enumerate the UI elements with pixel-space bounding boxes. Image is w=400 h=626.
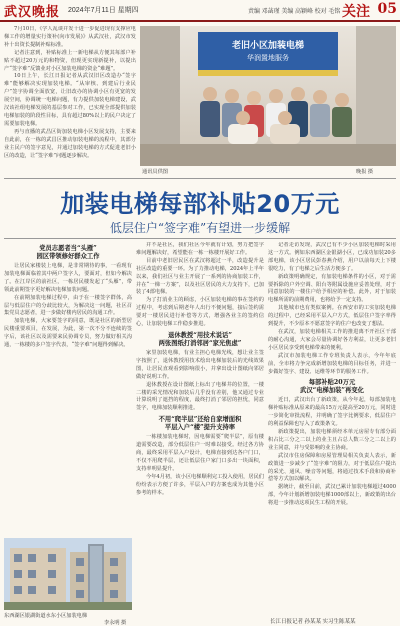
- bottom-photo: [4, 538, 132, 610]
- paragraph: 并不是社区，我们社区今年就有计划，努力把签字难问题解决好，希望能在一栋一栋楼开展好工作。: [136, 242, 264, 256]
- paragraph: 让居民家楼装上电梯，是非常期待的事，一看现有加装电梯面临着其中两户签字人，要面对，但如今解决了。在江岸区的前社区，一栋居民楼发起了“头雁”，带领此前期签字更好解决电梯加装问题。: [4, 263, 132, 293]
- section-heading: 每部补贴20万元 武汉“电梯加装”再变化: [300, 379, 364, 395]
- column-1: [4, 242, 132, 534]
- photo-banner-line1: 老旧小区加装电梯: [231, 41, 304, 51]
- paragraph: 再与直播的武昌区街加装电梯小区发展支持，主要来自此前，在一栋的武昌区推动加装电梯的流程中，其部分业主民户的签字意见，并通过加装电梯的方式促进老旧小区的改造，让“签字难”问题逐步解决。: [4, 128, 136, 159]
- paragraph: 7月10日，《学人乱谈并发十进一步促进现有支撑应电梯工作的增量实行策补(向市发展)》从武汉社，武汉市发补十出资长提制补贴标准。: [4, 26, 136, 48]
- main-headline: 加装电梯每部补贴20万元: [60, 190, 340, 218]
- paragraph: 新政策提出，加装电梯须经本单元房屋专有部分面积占比三分之二以上的业主且占总人数三分之二以上的业主同意，并与受影响的业主协商。: [268, 429, 396, 451]
- issue-date: 2024年7月11日 星期四: [68, 7, 139, 14]
- bottom-photo-credit: 李永明 摄: [104, 620, 127, 626]
- paragraph: 家里加装电梯，有业主担心电梯光线，想让业主签字按照了，退休教授用技术绘出电梯加装后的光线效果图，让居民直观看到影响很小，并拿出设计图纸向邻居做好说明工作。: [136, 349, 264, 380]
- top-left-article: [4, 26, 136, 172]
- paragraph: 目前中老旧居民区在武汉将超过一半，改造提升是社区改造的重要一环。为了力推动电梯，2024年上半年以来，我们社区与业主开展了一系列的协商加装工作，并在“一梯一方案”，以及社区居民的大力支持下，已加装了4部电梯。: [136, 257, 264, 296]
- paragraph: 记者注意到，补贴标准上一新电梯从方便其每部户补贴不超过20万元的和物资，但现更实现新提补，以提出产“签字难”反馈业对小区加装电梯的资金“难题”。: [4, 49, 136, 72]
- editors-line: 责编 邓菡瑾 美编 高颖峰 校对 毛铭: [248, 9, 341, 15]
- paragraph: 新政策明确规定，有加装电梯条件的小区，对于需要拆除的户外空调、阳台等附属设施应妥善处理，对于同意加装的一楼住户给予相应的补偿。此外，对于加装电梯所需的前期费用，也将给予一定支持。: [268, 273, 396, 304]
- paragraph: 为了打消业主的顾虑，小区加装电梯的事在签约的过程中，考虑到后期老年人出行不便问题，接后签约需要对一楼居民进行补偿等方式，增强各业主的签约信心，让加装电梯工作稳步推进。: [136, 297, 264, 328]
- column-2: [136, 242, 264, 616]
- paragraph: 近日，武汉出台了新政策，从今年起，每部加装电梯补贴标准从原来的最高15万元提高至20万元，同时进一步简化审批流程，并明确了签字比例要求，低层住户的利益保障也写入了政策条文。: [268, 397, 396, 428]
- column-3: [268, 242, 396, 608]
- paragraph: 今年4月初，该小区电梯顺利完工投入使用，居民们纷纷表示方便了许多，平层入户的方案也成为其他小区参考的样本。: [136, 473, 264, 496]
- paragraph: 据统计，截至目前，武汉已累计加装电梯超过4000部，今年计划新增加装电梯1000部以上，新政策的出台将进一步推动这项民生工程的开展。: [268, 484, 396, 507]
- paragraph: 退休教授在设计图纸上标出了电梯井的位置，一楼二楼的采光情况和加装后几乎没有差别，他又通过专业计算说明了遮挡的程度，最终打消了邻居的担忧，同意签字，电梯加装顺利推进。: [136, 381, 264, 412]
- paragraph: 加装电梯，大家要签字的同意，既是社区的新型居民楼重要项目，在发展，为此，第一次不分不连续的签字后，该社区以及需要来民协调专员，努力做好相关沟通，一栋楼的多户签字代表，“签字难”问题得到解决。: [4, 318, 132, 349]
- paragraph: 在前期加装电梯过程中，由于在一楼签字群体，高层与低层住户的分歧比较大，为解决这一问题，社区召集党员志愿者，进一步做好楼内居民的沟通工作。: [4, 294, 132, 317]
- page-number: 05: [377, 1, 397, 17]
- section-heading: 不用“爬半层”还给自家增面积 平层入户“楼”提升支持率: [158, 416, 242, 432]
- bottom-photo-caption: 东西湖区银湖街道水东小区加装电梯: [4, 613, 88, 619]
- top-photo-credit: 晚报 摄: [356, 169, 374, 175]
- paragraph: 在武汉，加装电梯相关工作的推进离不开社区干部的耐心沟通，大家会尽量协调好各方利益，让更多老旧小区居民享受到电梯带来的便利。: [268, 328, 396, 351]
- divider: [4, 178, 396, 179]
- newspaper-brand: 武汉晚报: [4, 5, 61, 20]
- paragraph: 记者走访发现，武汉已有不少小区加装电梯时采用这一方式。例如东西湖区金银湖小区，已成功加装20多部电梯，该小区居民彭春燕介绍，用户以前每天上下楼很吃力，有了电梯之后生活方便多了。: [268, 242, 396, 272]
- photo-banner-line2: 华润置地服务: [247, 54, 289, 62]
- sub-headline: 低层住户“签字难”有望进一步缓解: [109, 221, 291, 235]
- page-header: [0, 0, 400, 22]
- top-photo-caption: 通讯员供图: [142, 169, 168, 175]
- top-photo: [140, 26, 396, 166]
- section-heading: 党员志愿者当“头雁” 园区带领修好群众工作: [36, 245, 100, 260]
- paragraph: 一栋楼加装电梯时，因电梯需要“爬半层”，原有楼道需要改造，部分低层住户一时难以接受。经过各方协商，最终采用平层入户设计，电梯直接到达各户门口，不仅不用爬半层，还让低层住户家门口多出一块面积，支持率明显提升。: [136, 434, 264, 472]
- paragraph: 武汉市住房保障和房屋管理局相关负责人表示，新政策进一步减少了“签字难”的阻力，对于低层住户提出的采光、通风、噪音等问题，将通过技术手段和协商补偿等方式加以解决。: [268, 452, 396, 483]
- byline: 长江日报记者 孙某某 实习生陈某某: [270, 619, 356, 625]
- section-title: 关注: [342, 4, 370, 20]
- paragraph: 武汉市加装电梯工作专班负责人表示，今年年底前，全市将力争完成新增加装电梯的目标任务，并进一步做好签字、建设、运维等环节的服务工作。: [268, 352, 396, 375]
- divider: [4, 238, 396, 239]
- elevator-building-illustration: [4, 538, 132, 610]
- paragraph: 10日上午，长江日报记者从武汉旧区改造办“签字难”能够解决实现加装电梯。“从审核、到建后行业民户”签字协调全面放宽，让旧改办的协调小区有更宽的发展空间，协调统一电梯问题，有力提供加装电梯建设，武汉该社组电梯发展的基层参对工作，已实现全部提供加装电梯加装的阶段性目标，具有超过80%以上的民户决定了需要加装电梯。: [4, 73, 136, 127]
- page-footer: [0, 616, 400, 626]
- paragraph: 其他城市也有类似案例。在西安市的工实加装电梯的过程中，已经采用平层入户方式，低层住户签字率得到提升，不少原本不愿意签字的住户也改变了想法。: [268, 305, 396, 328]
- section-heading: 退休教授“用技术说话” 两张图纸打消邻居“家光焦虑”: [158, 331, 242, 347]
